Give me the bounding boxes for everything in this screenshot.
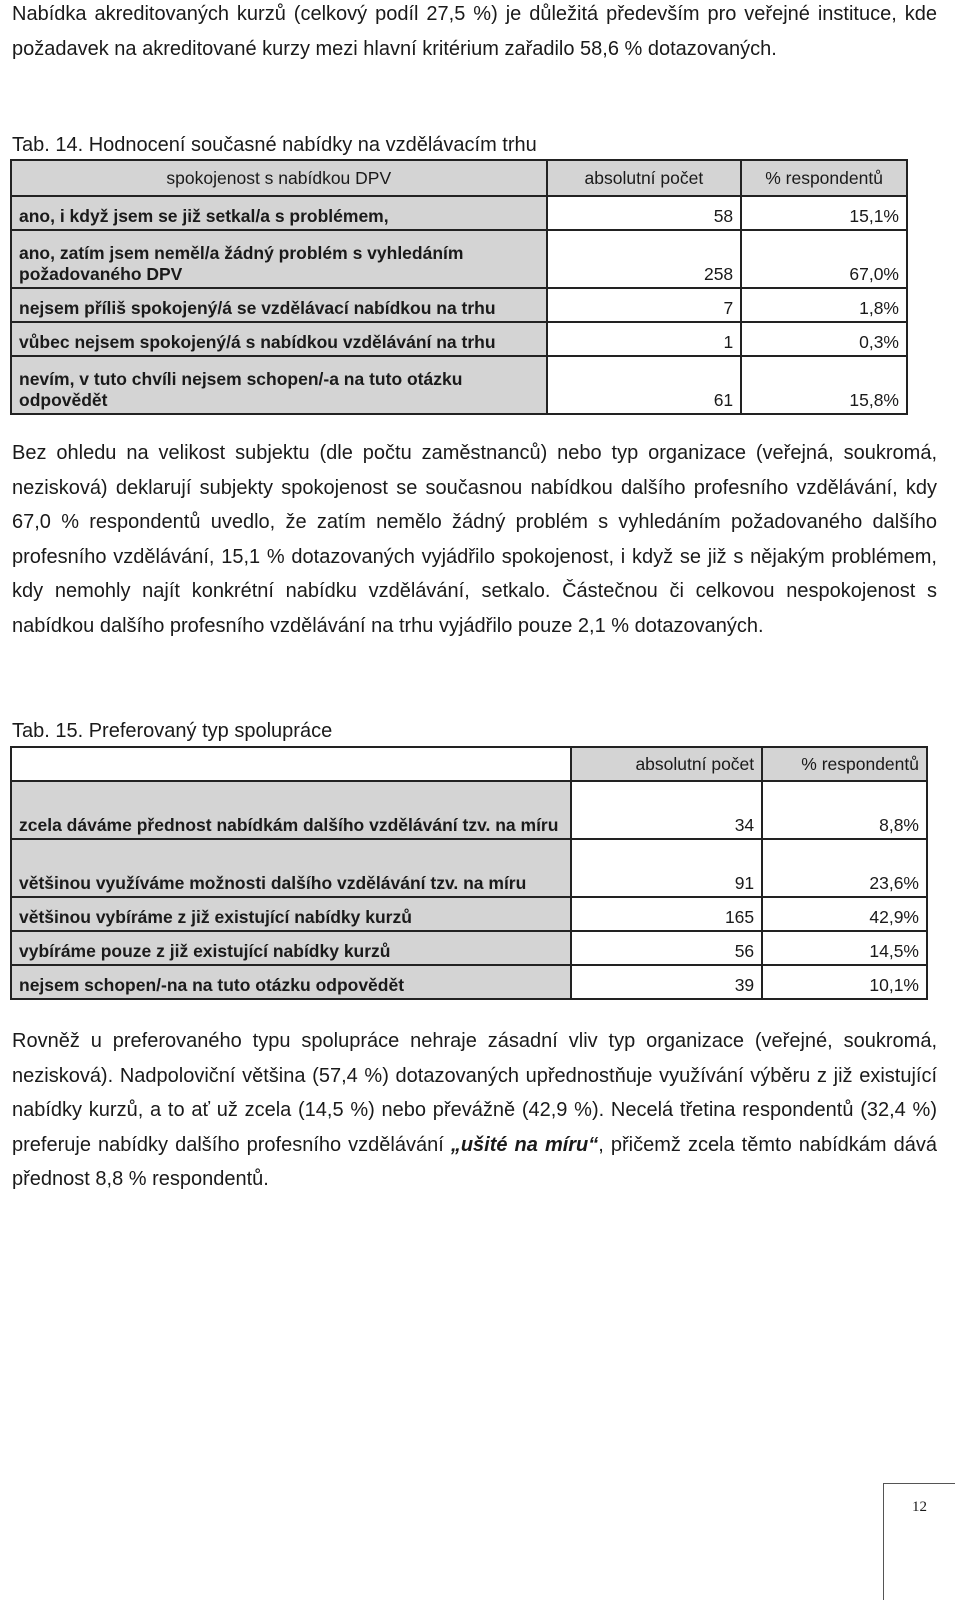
table14-row-count: 58 [547,196,742,230]
table15 [10,746,928,1000]
page-number-box [883,1483,955,1600]
table14-caption: Tab. 14. Hodnocení současné nabídky na vzdělávacím trhu [12,134,537,156]
table15-row-label: nejsem schopen/-na na tuto otázku odpovědět [11,965,571,999]
table-row [11,839,927,897]
table-row [11,781,927,839]
table14-header-pct: % respondentů [741,160,907,196]
table15-caption: Tab. 15. Preferovaný typ spolupráce [12,720,333,742]
table14-row-label: vůbec nejsem spokojený/á s nabídkou vzdělávání na trhu [11,322,547,356]
table15-header-row [11,747,927,781]
table14-header-count: absolutní počet [547,160,742,196]
table15-header-count: absolutní počet [571,747,763,781]
table14-row-count: 61 [547,356,742,414]
table-row [11,196,907,230]
table14-row-pct: 1,8% [741,288,907,322]
table15-row-count: 56 [571,931,763,965]
table14-row-label: nevím, v tuto chvíli nejsem schopen/-a na tuto otázku odpovědět [11,356,547,414]
table15-row-pct: 8,8% [762,781,927,839]
table14-header-row [11,160,907,196]
table-row [11,230,907,288]
table14-row-count: 1 [547,322,742,356]
table14-row-pct: 0,3% [741,322,907,356]
table-row [11,965,927,999]
table15-row-label: většinou využíváme možnosti dalšího vzdělávání tzv. na míru [11,839,571,897]
intro-paragraph: Nabídka akreditovaných kurzů (celkový podíl 27,5 %) je důležitá především pro veřejné instituce, kde požadavek na akreditované kurzy mezi hlavní kritérium zařadilo 58,6 % dotazovaných. [12,3,937,60]
table15-row-label: vybíráme pouze z již existující nabídky kurzů [11,931,571,965]
table15-row-count: 39 [571,965,763,999]
cooperation-text-start: Rovněž u preferovaného typu spolupráce nehraje zásadní vliv typ organizace (veřejné, soukromá, nezisková). Nadpoloviční většina (57,4 %) dotazovaných upřednostňuje využívání výběru z již existující nabídky kurzů, a to ať už zcela (14,5 %) nebo převážně (42,9 %). Necelá třetina respondentů (32,4 %) preferuje nabídky dalšího profesního vzdělávání [12,1030,937,1156]
table15-row-count: 34 [571,781,763,839]
table15-row-pct: 42,9% [762,897,927,931]
table15-header-blank [11,747,571,781]
table-row [11,356,907,414]
table14-row-label: ano, zatím jsem neměl/a žádný problém s vyhledáním požadovaného DPV [11,230,547,288]
page-number: 12 [912,1499,927,1515]
table14 [10,159,908,415]
table-row [11,288,907,322]
table-row [11,897,927,931]
table15-row-count: 91 [571,839,763,897]
table-row [11,931,927,965]
table14-row-label: ano, i když jsem se již setkal/a s problémem, [11,196,547,230]
table14-row-count: 7 [547,288,742,322]
table15-row-pct: 14,5% [762,931,927,965]
cooperation-emphasis: „ušité na míru“ [450,1133,599,1156]
table14-row-label: nejsem příliš spokojený/á se vzdělávací nabídkou na trhu [11,288,547,322]
table15-row-label: zcela dáváme přednost nabídkám dalšího vzdělávání tzv. na míru [11,781,571,839]
cooperation-text-end: , přičemž zcela těmto nabídkám dává přednost 8,8 % respondentů. [12,1133,937,1190]
satisfaction-paragraph: Bez ohledu na velikost subjektu (dle počtu zaměstnanců) nebo typ organizace (veřejná, soukromá, nezisková) deklarují subjekty spokojenost se současnou nabídkou dalšího profesního vzdělávání, kdy 67,0 % respondentů uvedlo, že zatím nemělo žádný problém s vyhledáním požadovaného dalšího profesního vzdělávání, 15,1 % dotazovaných vyjádřilo spokojenost, i když se již s nějakým problémem, kdy nemohly najít konkrétní nabídku vzdělávání, setkalo. Částečnou či celkovou nespokojenost s nabídkou dalšího profesního vzdělávání na trhu vyjádřilo pouze 2,1 % dotazovaných. [12,442,937,637]
table14-row-count: 258 [547,230,742,288]
table15-header-pct: % respondentů [762,747,927,781]
table15-row-pct: 10,1% [762,965,927,999]
table15-row-label: většinou vybíráme z již existující nabídky kurzů [11,897,571,931]
table15-row-pct: 23,6% [762,839,927,897]
table14-header-satisfaction: spokojenost s nabídkou DPV [11,160,547,196]
table14-row-pct: 15,1% [741,196,907,230]
table14-row-pct: 15,8% [741,356,907,414]
cooperation-paragraph [12,1024,937,1197]
table15-row-count: 165 [571,897,763,931]
table14-row-pct: 67,0% [741,230,907,288]
table-row [11,322,907,356]
